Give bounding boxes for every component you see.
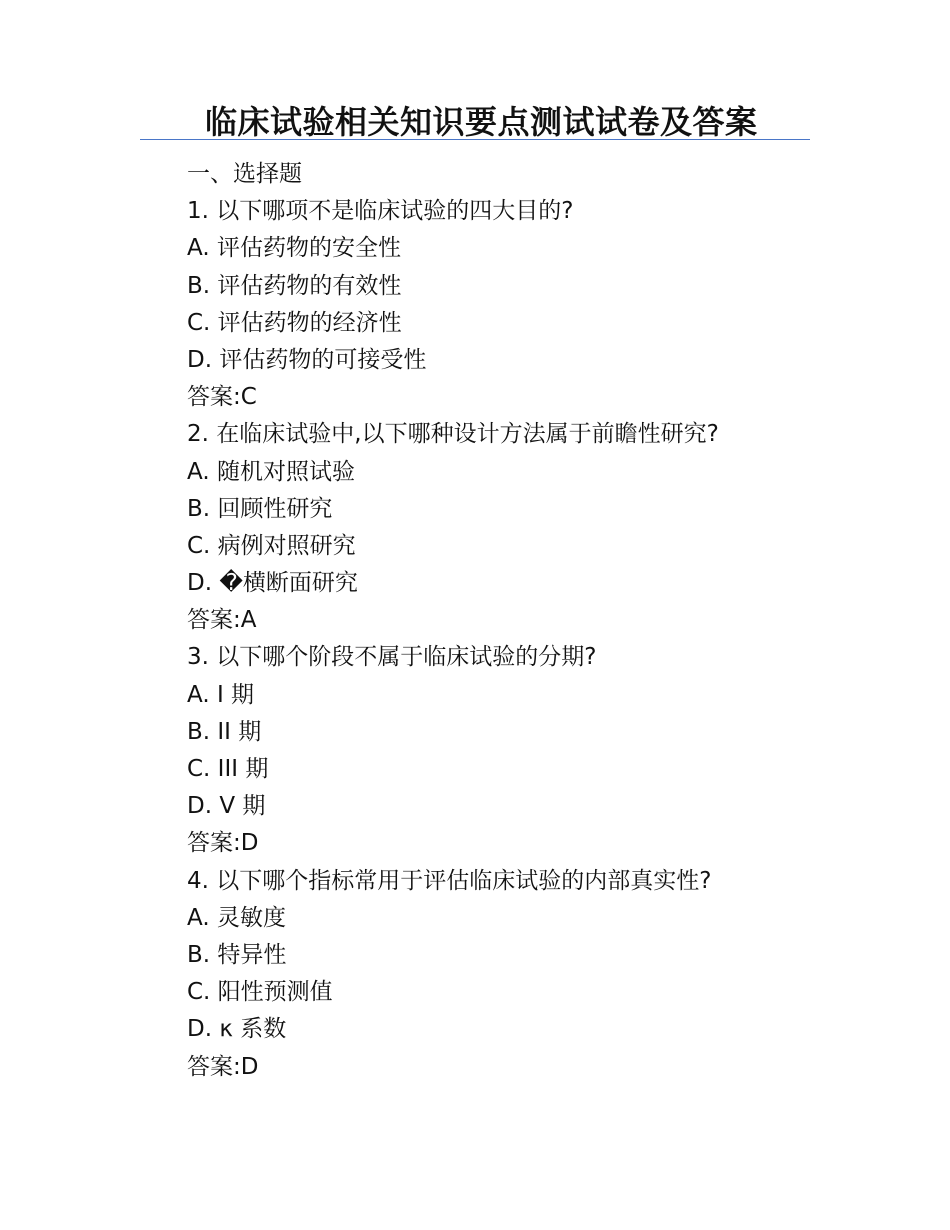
option-a: A. I 期 bbox=[187, 681, 255, 708]
title-underline bbox=[140, 139, 810, 140]
option-c: C. 病例对照研究 bbox=[187, 532, 356, 559]
option-b: B. 回顾性研究 bbox=[187, 495, 333, 522]
question-stem: 1. 以下哪项不是临床试验的四大目的? bbox=[187, 198, 574, 225]
option-c: C. 阳性预测值 bbox=[187, 979, 333, 1006]
question-stem: 2. 在临床试验中,以下哪种设计方法属于前瞻性研究? bbox=[187, 421, 719, 448]
option-a: A. 随机对照试验 bbox=[187, 458, 355, 485]
option-a: A. 评估药物的安全性 bbox=[187, 235, 401, 262]
option-c: C. 评估药物的经济性 bbox=[187, 309, 402, 336]
option-a: A. 灵敏度 bbox=[187, 904, 286, 931]
option-b: B. 特异性 bbox=[187, 941, 287, 968]
answer: 答案:D bbox=[187, 1053, 259, 1080]
option-c: C. III 期 bbox=[187, 756, 269, 782]
document-body bbox=[187, 156, 719, 1086]
question-block bbox=[187, 416, 719, 639]
document-title: 临床试验相关知识要点测试试卷及答案 bbox=[205, 103, 758, 141]
option-d: D. �横断面研究 bbox=[187, 570, 358, 597]
answer: 答案:A bbox=[187, 607, 257, 634]
question-block bbox=[187, 193, 719, 416]
answer: 答案:C bbox=[187, 384, 257, 411]
option-d: D. κ 系数 bbox=[187, 1016, 287, 1043]
option-b: B. II 期 bbox=[187, 718, 262, 745]
question-stem: 4. 以下哪个指标常用于评估临床试验的内部真实性? bbox=[187, 867, 712, 894]
question-block bbox=[187, 639, 719, 862]
section-heading: 一、选择题 bbox=[187, 161, 302, 187]
option-d: D. V 期 bbox=[187, 793, 266, 820]
option-d: D. 评估药物的可接受性 bbox=[187, 346, 427, 373]
answer: 答案:D bbox=[187, 830, 259, 857]
question-block bbox=[187, 863, 719, 1086]
option-b: B. 评估药物的有效性 bbox=[187, 272, 402, 299]
question-stem: 3. 以下哪个阶段不属于临床试验的分期? bbox=[187, 644, 597, 671]
